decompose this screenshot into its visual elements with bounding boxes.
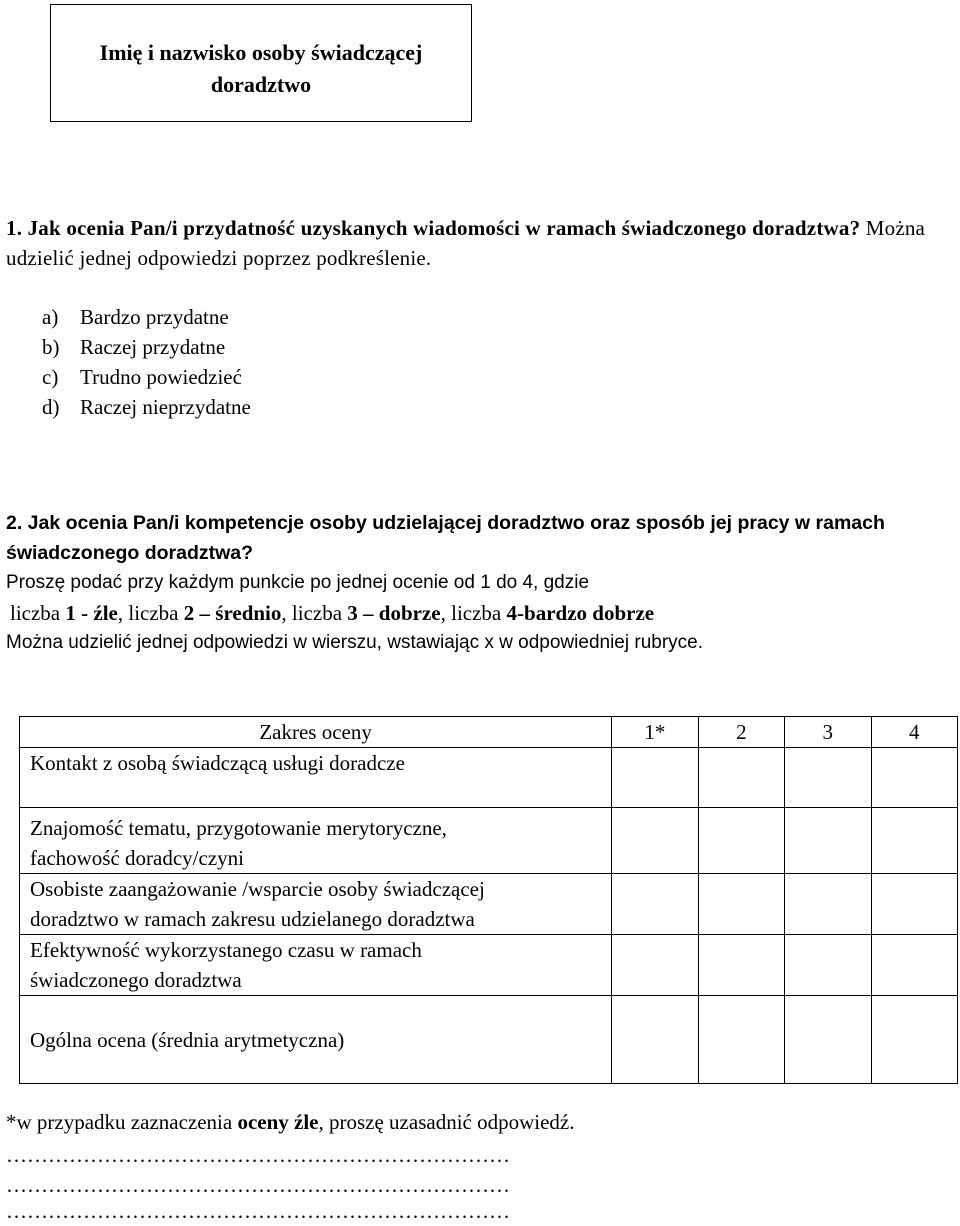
criterion-text: doradztwo w ramach zakresu udzielanego doradztwa — [30, 907, 475, 931]
name-box — [50, 4, 472, 122]
option-d[interactable] — [42, 392, 251, 422]
score-cell-3[interactable] — [785, 996, 871, 1084]
question1-title-text: 1. Jak ocenia Pan/i przydatność uzyskanych wiadomości w ramach świadczonego doradztwa? — [6, 216, 861, 240]
option-text: Raczej przydatne — [80, 335, 226, 359]
question2-body — [6, 568, 960, 658]
question2-instruction2: Można udzielić jednej odpowiedzi w wierszu, wstawiając x w odpowiedniej rubryce. — [6, 632, 703, 653]
footnote-text: , proszę uzasadnić odpowiedź. — [318, 1110, 575, 1134]
scale-value-2: 2 – średnio — [183, 601, 282, 625]
option-letter: a) — [42, 305, 59, 329]
table-row — [20, 874, 958, 935]
question1-instruction: Można udzielić jednej odpowiedzi poprzez podkreślenie. — [6, 216, 926, 270]
scale-text: liczba — [10, 601, 66, 625]
criterion-cell — [20, 874, 612, 935]
scale-value-4: 4-bardzo dobrze — [506, 601, 655, 625]
criterion-text: Znajomość tematu, przygotowanie merytoryczne, — [30, 816, 447, 840]
score-cell-4[interactable] — [871, 748, 957, 808]
score-cell-1[interactable] — [612, 748, 698, 808]
name-box-line1: Imię i nazwisko osoby świadczącej — [99, 40, 423, 65]
score-cell-4[interactable] — [871, 808, 957, 874]
header-score-4: 4 — [871, 717, 957, 748]
score-cell-1[interactable] — [612, 935, 698, 996]
scale-text: , liczba — [117, 601, 184, 625]
scale-value-1: 1 - źle — [65, 601, 118, 625]
scale-text: , liczba — [281, 601, 348, 625]
score-cell-2[interactable] — [698, 935, 784, 996]
header-score-1: 1* — [612, 717, 698, 748]
score-cell-4[interactable] — [871, 874, 957, 935]
criterion-text: fachowość doradcy/czyni — [30, 846, 244, 870]
score-cell-4[interactable] — [871, 996, 957, 1084]
score-cell-3[interactable] — [785, 874, 871, 935]
option-a[interactable] — [42, 302, 251, 332]
footnote — [6, 1107, 575, 1137]
table-header-row — [20, 717, 958, 748]
criterion-text: Osobiste zaangażowanie /wsparcie osoby świadczącej — [30, 877, 485, 901]
footnote-text: *w przypadku zaznaczenia — [6, 1110, 238, 1134]
option-letter: b) — [42, 335, 60, 359]
score-cell-1[interactable] — [612, 808, 698, 874]
name-box-line2: doradztwo — [210, 72, 312, 97]
question1-options — [42, 302, 251, 422]
answer-line-2[interactable]: ……………………………………………………………… — [6, 1173, 510, 1197]
answer-line-3[interactable]: ……………………………………………………………… — [6, 1199, 510, 1223]
criterion-text: Efektywność wykorzystanego czasu w ramach — [30, 938, 422, 962]
score-cell-3[interactable] — [785, 748, 871, 808]
option-text: Bardzo przydatne — [80, 305, 229, 329]
question1-title — [6, 213, 956, 273]
option-text: Trudno powiedzieć — [80, 365, 242, 389]
criterion-cell — [20, 748, 612, 808]
header-score-3: 3 — [785, 717, 871, 748]
score-cell-3[interactable] — [785, 808, 871, 874]
option-text: Raczej nieprzydatne — [80, 395, 251, 419]
criterion-text: Kontakt z osobą świadczącą usługi doradcze — [30, 751, 405, 775]
question2-scale — [6, 598, 960, 628]
score-cell-1[interactable] — [612, 996, 698, 1084]
score-cell-2[interactable] — [698, 874, 784, 935]
answer-line-1[interactable]: ……………………………………………………………… — [6, 1143, 510, 1167]
criterion-text: Ogólna ocena (średnia arytmetyczna) — [30, 1027, 345, 1052]
criterion-cell — [20, 996, 612, 1084]
question2-instruction1: Proszę podać przy każdym punkcie po jednej ocenie od 1 do 4, gdzie — [6, 572, 590, 593]
question2-title: 2. Jak ocenia Pan/i kompetencje osoby udzielającej doradztwo oraz sposób jej pracy w ramach świadczonego doradztwa? — [6, 512, 885, 564]
score-cell-4[interactable] — [871, 935, 957, 996]
score-cell-2[interactable] — [698, 748, 784, 808]
option-letter: d) — [42, 395, 60, 419]
header-score-2: 2 — [698, 717, 784, 748]
score-cell-2[interactable] — [698, 996, 784, 1084]
criterion-cell — [20, 808, 612, 874]
criterion-cell — [20, 935, 612, 996]
table-row — [20, 996, 958, 1084]
footnote-bold: oceny źle — [237, 1110, 319, 1134]
option-c[interactable] — [42, 362, 251, 392]
criterion-text: świadczonego doradztwa — [30, 968, 242, 992]
option-letter: c) — [42, 365, 59, 389]
score-cell-3[interactable] — [785, 935, 871, 996]
table-row — [20, 808, 958, 874]
rating-table — [19, 716, 958, 1084]
score-cell-1[interactable] — [612, 874, 698, 935]
table-row — [20, 935, 958, 996]
header-range: Zakres oceny — [20, 717, 612, 748]
table-row — [20, 748, 958, 808]
scale-text: , liczba — [440, 601, 507, 625]
option-b[interactable] — [42, 332, 251, 362]
score-cell-2[interactable] — [698, 808, 784, 874]
scale-value-3: 3 – dobrze — [347, 601, 441, 625]
